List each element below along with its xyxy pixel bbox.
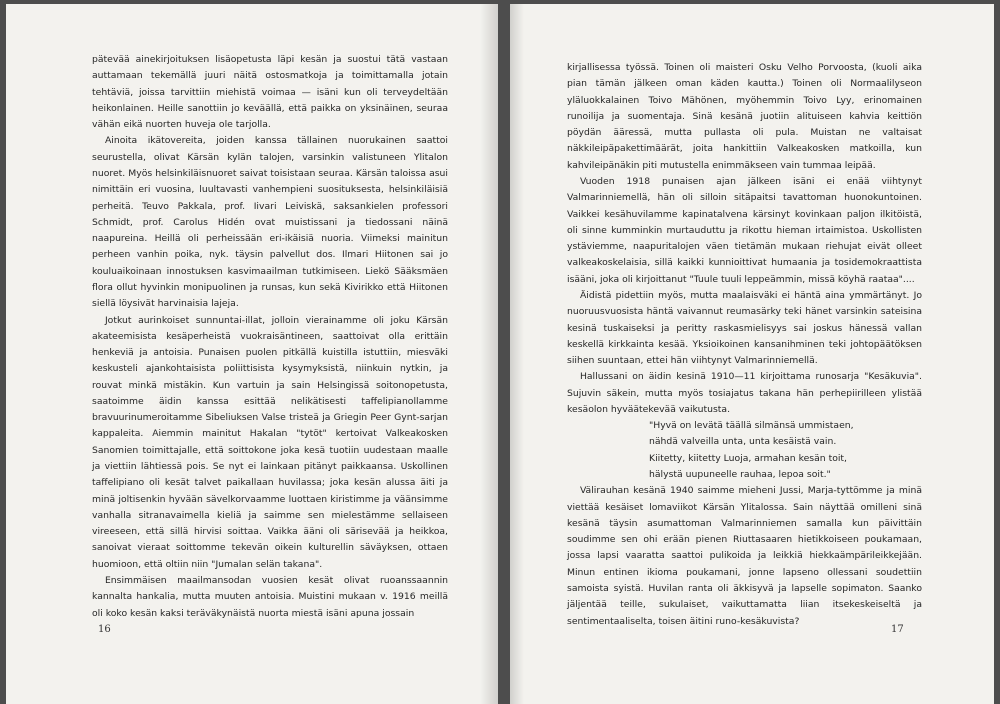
left-page-text	[92, 52, 448, 622]
poem-line: "Hyvä on levätä täällä silmänsä ummistaen,	[649, 420, 854, 432]
poem-line: hälystä uupuneelle rauhaa, lepoa soit."	[649, 469, 831, 481]
paragraph: Äidistä pidettiin myös, mutta maalaisväki ei häntä aina ymmärtänyt. Jo nuoruusvuosista häntä vaivannut reumasärky teki hänet varsinkin sateisina kesinä tuskaiseksi ja peritty raskasmielisyys sai joskus hänessä vallan keskellä kirkkainta kesää. Yksioikoinen kansanihminen teki johtopäätöksen siihen suuntaan, ettei hän viihtynyt Valmarinniemellä.	[567, 289, 922, 367]
paragraph: Jotkut aurinkoiset sunnuntai-illat, jolloin vierainamme oli joku Kärsän akateemisista kesäperheistä vuokraisäntineen, saattoivat olla erittäin henkeviä ja antoisia. Punaisen puolen pitkällä kuistilla istuttiin, miesväki keskusteli ajankohtaisista poliittisista kysymyksistä, niinkuin nytkin, ja rouvat minkä mistäkin. Kun vartuin ja sain Helsingissä soitonopetusta, saatoimme äidin kanssa esittää nelikätisesti taffelipianollamme bravuurinumeroitamme Sibeliuksen Valse tristeä ja Griegin Peer Gynt-sarjan kappaleita. Aiemmin mainitut Hakalan "tytöt" kertoivat Valkeakosken Sanomien toimittajalle, että soittokone joka kesä tuotiin uudestaan maalle ja viettiin lähtiessä pois. Se nyt ei lainkaan pitänyt paikkaansa. Uskollinen taffelipiano oli kesät talvet paikallaan huvilassa; joka kesän alussa äiti ja minä joltisenkin hyvään sävelkorvaamme luottaen kiristimme ja väänsimme vanhalla sitranavaimella kieliä ja saimme sen mielestämme sellaiseen vireeseen, että sillä hirvisi soittaa. Vaikka ääni oli särisevää ja heikkoa, sanoivat vieraat soittomme tekevän oikein kulturellin säväyksen, ottaen huomioon, että oltiin niin "Jumalan selän takana".	[92, 314, 448, 570]
page-number: 17	[891, 624, 904, 635]
paragraph: kirjallisessa työssä. Toinen oli maisteri Osku Velho Porvoosta, (kuoli aika pian tämän jälkeen oman käden kautta.) Toinen oli Normaalilyseon yläluokkalainen Toivo Mähönen, myöhemmin Toivo Lyy, erinomainen runoilija ja suomentaja. Sinä kesänä juotiin alituiseen kahvia keittiön pöydän ääressä, mutta pullasta oli pula. Muistan ne valtaisat näkkileipäpakettimäärät, joita hankittiin Valkeakosken matkoilla, kun kahvileipänäkin piti mutustella enimmäkseen vain tummaa leipää.	[567, 62, 922, 171]
right-page-text	[567, 60, 922, 630]
page-number: 16	[98, 624, 111, 635]
paragraph: Hallussani on äidin kesinä 1910—11 kirjoittama runosarja "Kesäkuvia". Sujuvin säkein, mutta myös tosiajatus takana hän perhepiirilleen ylistää kesäolon hyväätekevää vaikutusta.	[567, 371, 922, 415]
right-page	[510, 4, 994, 704]
poem-line: nähdä valveilla unta, unta kesäistä vain.	[649, 436, 837, 448]
left-page	[6, 4, 498, 704]
paragraph: Välirauhan kesänä 1940 saimme mieheni Jussi, Marja-tyttömme ja minä viettää kesäiset lomaviikot Kärsän Ylitalossa. Sain näyttää omilleni sinä kesänä täysin asumattoman Valmarinniemen samalla kun päivittäin soudimme sen ohi erään pienen Riuttasaaren hietikkoiseen poukamaan, jossa lapsi vaaratta saattoi pulikoida ja leikkiä hiekkaämpärileikkejään. Minun entinen ikioma poukamani, jonne lapseno ollessani soudettiin samoista syistä. Huvilan ranta oli äkkisyvä ja lapselle sopimaton. Saanko jäljentää teille, sukulaiset, vaikuttamatta liian itsekeskeiseltä ja sentimentaaliselta, toisen äitini runo-kesäkuvista?	[567, 485, 922, 627]
paragraph: Ensimmäisen maailmansodan vuosien kesät olivat ruoanssaannin kannalta hankalia, mutta muuten antoisia. Muistini mukaan v. 1916 meillä oli koko kesän kaksi teräväkynäistä nuorta miestä isäni apuna jossain	[92, 575, 448, 619]
paragraph: Vuoden 1918 punaisen ajan jälkeen isäni ei enää viihtynyt Valmarinniemellä, hän oli silloin sitäpaitsi tavattoman huonokuntoinen. Vaikkei kesähuvilamme kapinatalvena kärsinyt kovinkaan paljon ilkitöistä, oli sinne kumminkin murtauduttu ja rikottu hieman irtaimistoa. Uskollisten ystäviemme, naapuritalojen väen tietämän mukaan riehujat eivät olleet valkeakoskelaisia, sillä kaikki kunnioittivat humaania ja tosidemokraattista isääni, joka oli kirjoittanut "Tuule tuuli leppeämmin, missä köyhä raataa"....	[567, 175, 922, 285]
poem-line: Kiitetty, kiitetty Luoja, armahan kesän toit,	[649, 452, 847, 464]
paragraph: Ainoita ikätovereita, joiden kanssa tällainen nuorukainen saattoi seurustella, olivat Kärsän kylän talojen, varsinkin valistuneen Ylitalon nuoret. Myös helsinkiläisnuoret saivat toisistaan seuraa. Kärsän taloissa asui nimittäin eri vuosina, luultavasti vanhempieni suosituksesta, helsinkiläisiä perheitä. Teuvo Pakkala, prof. Iivari Leiviskä, saksankielen professori Schmidt, prof. Carolus Hidén ovat muistissani ja tiedossani näinä naapureina. Heillä oli perheissään eri-ikäisiä nuoria. Viimeksi mainitun perheen vanhin poika, nyk. täysin palvellut dos. Ilmari Hiitonen sai jo kouluaikoinaan innostuksen kasvimaailman tutkimiseen. Liekö Sääksmäen flora ollut hyvinkin monipuolinen ja runsas, kun sekä Kivirikko että Hiitonen siellä löysivät harvinaisia lajeja.	[92, 135, 448, 310]
poem-quote	[649, 418, 922, 483]
paragraph: pätevää ainekirjoituksen lisäopetusta läpi kesän ja suostui tätä vastaan auttamaan tekemällä juuri näitä ostosmatkoja ja toimittamalla jotain tehtäviä, joissa tarvittiin miehistä voimaa — isäni kun oli terveydeltään heikonlainen. Heille sanottiin jo keväällä, että paikka on yksinäinen, seuraa vähän eikä nuorten huveja ole tarjolla.	[92, 54, 448, 131]
